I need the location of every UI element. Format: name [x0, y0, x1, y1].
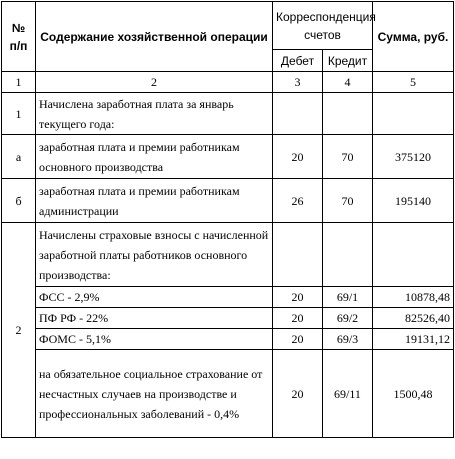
index-cell-5: 5: [373, 72, 454, 93]
header-content: Содержание хозяйственной операции: [36, 2, 273, 72]
row-sum: 82526,40: [373, 308, 454, 329]
row-text: ФСС - 2,9%: [36, 287, 273, 308]
row-text: ПФ РФ - 22%: [36, 308, 273, 329]
table-row: [2, 135, 454, 179]
table-row: [2, 179, 454, 223]
row-debit: 20: [273, 287, 323, 308]
row-sum: 1500,48: [373, 350, 454, 438]
accounting-table: [1, 1, 454, 438]
header-credit: Кредит: [323, 50, 373, 72]
row-sum: [373, 93, 454, 135]
table-row: [2, 93, 454, 135]
row-sum: [373, 223, 454, 287]
row-text: Начислена заработная плата за январь текущего года:: [36, 93, 273, 135]
row-debit: 26: [273, 179, 323, 223]
table-row: [2, 329, 454, 350]
row-debit: 20: [273, 135, 323, 179]
index-cell-2: 2: [36, 72, 273, 93]
row-text: ФОМС - 5,1%: [36, 329, 273, 350]
row-debit: 20: [273, 329, 323, 350]
row-debit: [273, 223, 323, 287]
row-credit: 69/11: [323, 350, 373, 438]
row-debit: [273, 93, 323, 135]
row-credit: 70: [323, 179, 373, 223]
header-correspondence: Корреспонденция счетов: [273, 2, 373, 50]
row-text: на обязательное социальное страхование от несчастных случаев на производстве и профессиональных заболеваний - 0,4%: [36, 350, 273, 438]
row-sum: 10878,48: [373, 287, 454, 308]
row-credit: [323, 93, 373, 135]
row-text: заработная плата и премии работникам основного производства: [36, 135, 273, 179]
table-row: [2, 287, 454, 308]
row-sum: 195140: [373, 179, 454, 223]
row-sum: 19131,12: [373, 329, 454, 350]
row-credit: 69/1: [323, 287, 373, 308]
row-text: заработная плата и премии работникам администрации: [36, 179, 273, 223]
row-sum: 375120: [373, 135, 454, 179]
header-debit: Дебет: [273, 50, 323, 72]
row-text: Начислены страховые взносы с начисленной заработной платы работников основного производства:: [36, 223, 273, 287]
index-cell-1: 1: [2, 72, 36, 93]
row-num: а: [2, 135, 36, 179]
table-row: [2, 308, 454, 329]
table-row: [2, 223, 454, 287]
row-credit: 69/2: [323, 308, 373, 329]
row-credit: [323, 223, 373, 287]
row-num-group: 2: [2, 223, 36, 438]
row-num: 1: [2, 93, 36, 135]
header-num: № п/п: [2, 2, 36, 72]
index-cell-4: 4: [323, 72, 373, 93]
table-row: [2, 350, 454, 438]
row-debit: 20: [273, 308, 323, 329]
header-sum: Сумма, руб.: [373, 2, 454, 72]
row-credit: 70: [323, 135, 373, 179]
index-cell-3: 3: [273, 72, 323, 93]
row-credit: 69/3: [323, 329, 373, 350]
row-num: б: [2, 179, 36, 223]
row-debit: 20: [273, 350, 323, 438]
